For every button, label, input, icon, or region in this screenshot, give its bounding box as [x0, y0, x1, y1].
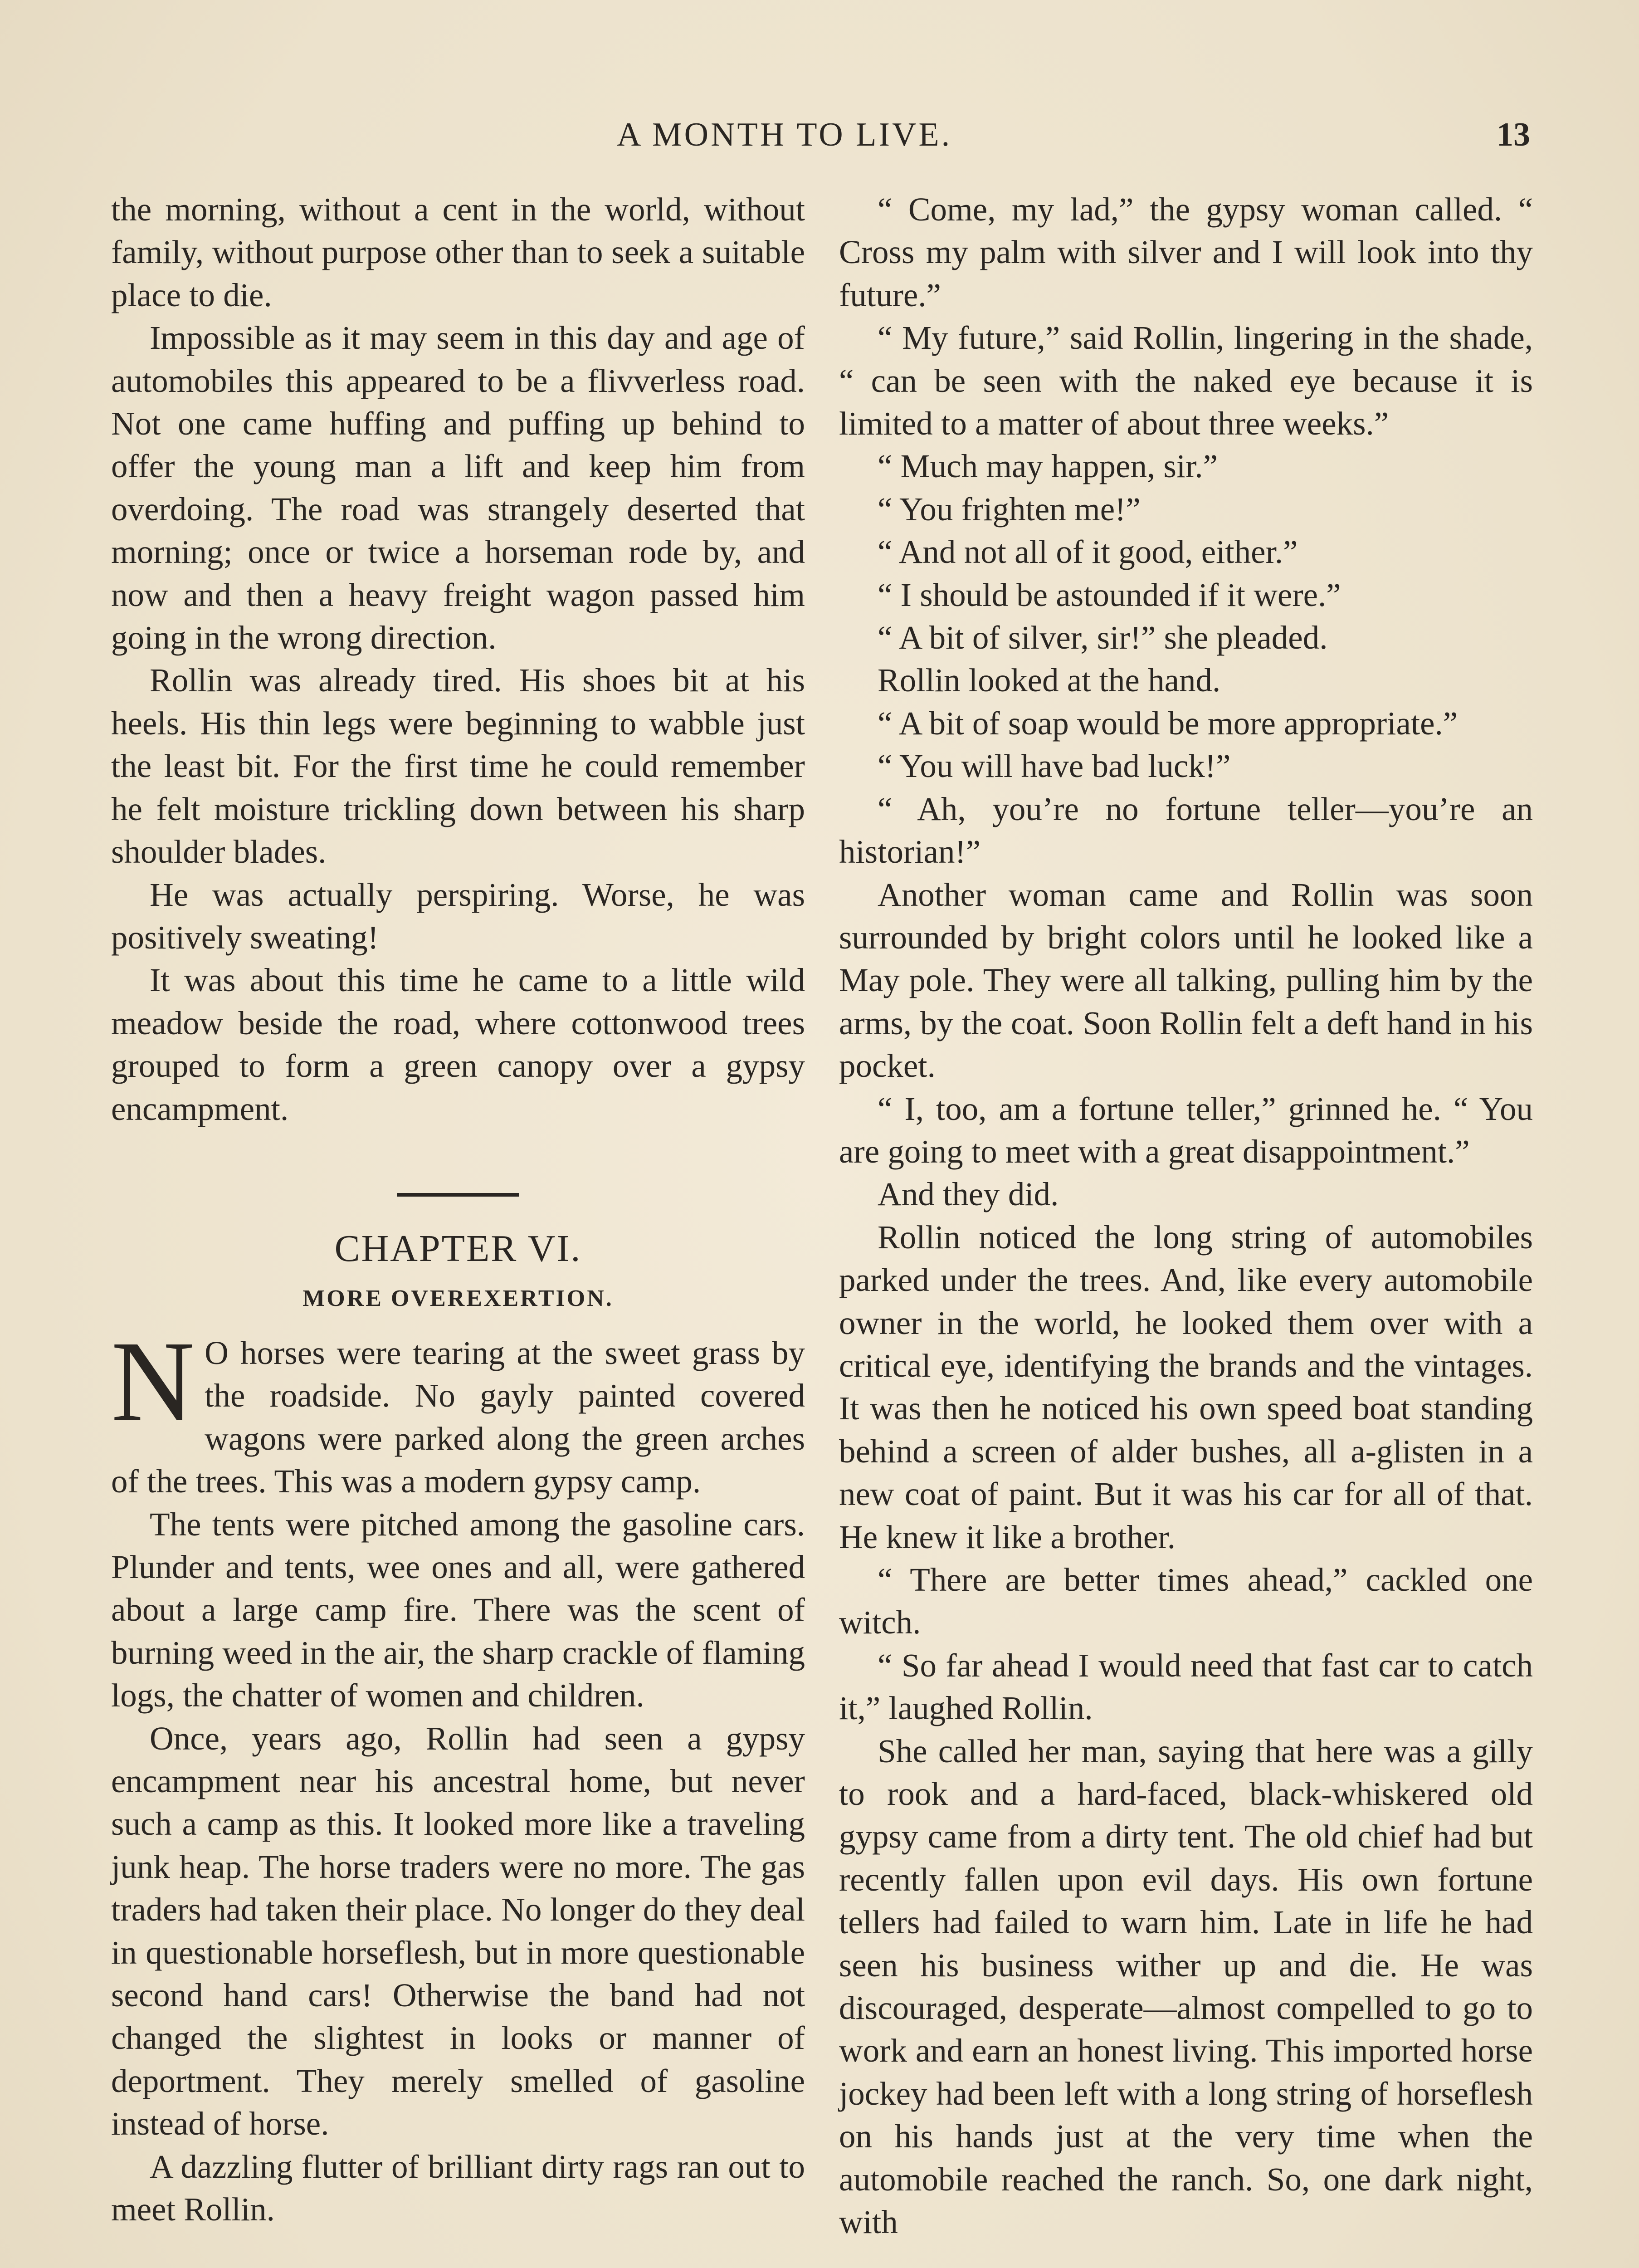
dropcap-paragraph — [111, 1317, 805, 1503]
paragraph: “ I should be astounded if it were.” — [878, 576, 1341, 613]
paragraph: It was about this time he came to a little wild meadow beside the road, where cottonwood trees grouped to form a green canopy over a gypsy encampment. — [111, 962, 805, 1127]
paragraph: “ A bit of soap would be more appropriate.” — [878, 704, 1458, 742]
drop-cap-letter: N — [111, 1317, 195, 1446]
left-column — [111, 188, 805, 2231]
paragraph: “ You frighten me!” — [878, 490, 1141, 528]
paragraph: “ And not all of it good, either.” — [878, 533, 1298, 571]
right-column — [839, 188, 1533, 2244]
paragraph: “ A bit of silver, sir!” she pleaded. — [878, 619, 1328, 656]
page-header — [617, 116, 1530, 166]
chapter-divider — [111, 1193, 805, 1198]
paragraph: And they did. — [878, 1176, 1059, 1213]
paragraph: “ I, too, am a fortune teller,” grinned he. “ You are going to meet with a great disappointment.” — [839, 1090, 1533, 1170]
dropcap-paragraph-text: O horses were tearing at the sweet grass by the roadside. No gayly painted covered wagons were parked along the green arches of the trees. This was a modern gypsy camp. — [111, 1334, 805, 1500]
page-number: 13 — [1497, 116, 1530, 153]
paragraph: “ My future,” said Rollin, lingering in the shade, “ can be seen with the naked eye because it is limited to a matter of about three weeks.” — [839, 319, 1533, 442]
paragraph: Rollin looked at the hand. — [878, 662, 1221, 699]
divider-rule — [397, 1193, 519, 1197]
paragraph: Rollin was already tired. His shoes bit at his heels. His thin legs were beginning to wabble just the least bit. For the first time he could remember he felt moisture trickling down between his sharp shoulder blades. — [111, 662, 805, 870]
paragraph: “ Come, my lad,” the gypsy woman called. “ Cross my palm with silver and I will look into thy future.” — [839, 191, 1533, 313]
running-title: A MONTH TO LIVE. — [617, 116, 952, 153]
paragraph: Once, years ago, Rollin had seen a gypsy encampment near his ancestral home, but never such a camp as this. It looked more like a traveling junk heap. The horse traders were no more. The gas traders had taken their place. No longer do they deal in questionable horseflesh, but in more questionable second hand cars! Otherwise the band had not changed the slightest in looks or manner of deportment. They merely smelled of gasoline instead of horse. — [111, 1720, 805, 2142]
paragraph: Impossible as it may seem in this day and age of automobiles this appeared to be a flivverless road. Not one came huffing and puffing up behind to offer the young man a lift and keep him from overdoing. The road was strangely deserted that morning; once or twice a horseman rode by, and now and then a heavy freight wagon passed him going in the wrong direction. — [111, 319, 805, 656]
chapter-heading: CHAPTER VI. — [334, 1227, 582, 1270]
paragraph: “ You will have bad luck!” — [878, 748, 1231, 785]
paragraph: “ So far ahead I would need that fast car to catch it,” laughed Rollin. — [839, 1647, 1533, 1727]
paragraph: “ Much may happen, sir.” — [878, 448, 1218, 485]
paragraph: “ There are better times ahead,” cackled one witch. — [839, 1561, 1533, 1641]
paragraph: “ Ah, you’re no fortune teller—you’re an historian!” — [839, 790, 1533, 870]
paragraph: the morning, without a cent in the world, without family, without purpose other than to seek a suitable place to die. — [111, 191, 805, 313]
paragraph: Another woman came and Rollin was soon surrounded by bright colors until he looked like a May pole. They were all talking, pulling him by the arms, by the coat. Soon Rollin felt a deft hand in his pocket. — [839, 876, 1533, 1085]
paragraph: She called her man, saying that here was a gilly to rook and a hard-faced, black-whiskered old gypsy came from a dirty tent. The old chief had but recently fallen upon evil days. His own fortune tellers had failed to warn him. Late in life he had seen his business wither up and die. He was discouraged, desperate—almost compelled to go to work and earn an honest living. This imported horse jockey had been left with a long string of horseflesh on his hands just at the very time when the automobile reached the ranch. So, one dark night, with — [839, 1732, 1533, 2241]
paragraph: He was actually perspiring. Worse, he was positively sweating! — [111, 876, 805, 956]
chapter-subtitle: MORE OVEREXERTION. — [302, 1285, 614, 1311]
paragraph: Rollin noticed the long string of automobiles parked under the trees. And, like every automobile owner in the world, he looked them over with a critical eye, identifying the brands and the vintages. It was then he noticed his own speed boat standing behind a screen of alder bushes, all a-glisten in a new coat of paint. But it was his car for all of that. He knew it like a brother. — [839, 1218, 1533, 1555]
paragraph: The tents were pitched among the gasoline cars. Plunder and tents, wee ones and all, were gathered about a large camp fire. There was the scent of burning weed in the air, the sharp crackle of flaming logs, the chatter of women and children. — [111, 1505, 805, 1714]
paragraph: A dazzling flutter of brilliant dirty rags ran out to meet Rollin. — [111, 2148, 805, 2228]
